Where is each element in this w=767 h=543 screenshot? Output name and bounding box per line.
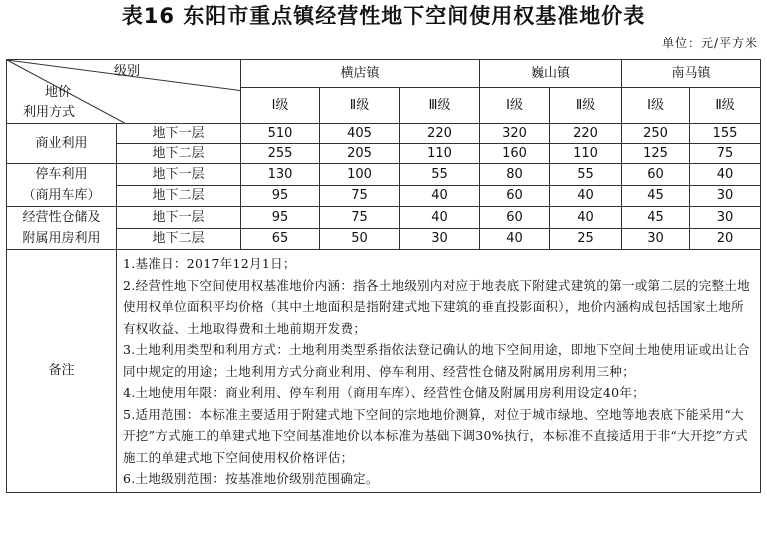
price-cell: 50 [320,228,400,250]
price-cell: 30 [622,228,690,250]
remark-note: 5.适用范围：本标准主要适用于附建式地下空间的宗地地价测算，对位于城市绿地、空地等地表底下能采用“大开挖”方式施工的单建式地下空间基准地价以本标准为基础下调30%执行，本标准不直接适用于非“大开挖”方式施工的单建式地下空间使用权价格评估； [123,406,748,465]
price-cell: 75 [320,185,400,207]
price-cell: 220 [550,124,622,144]
price-cell: 40 [550,185,622,207]
header-use-label: 利用方式 [23,105,76,120]
remark-note: 3.土地利用类型和利用方式：土地利用类型系指依法登记确认的地下空间用途，即地下空间土地使用证或出让合同中规定的用途；土地利用方式分商业利用、停车利用、经营性仓储及附属用房利用三种； [123,342,750,379]
table-row [7,124,761,144]
town-header-nanma: 南马镇 [622,60,761,88]
floor-label: 地下一层 [117,164,241,186]
price-cell: 20 [690,228,761,250]
usage-group-label-line: 经营性仓储及 [22,210,101,225]
land-price-table [6,59,761,493]
table-row [7,144,761,164]
diagonal-header-cell [7,60,241,124]
price-cell: 55 [550,164,622,186]
grade-header: Ⅰ级 [241,88,320,124]
price-cell: 40 [400,207,480,229]
remarks-row [7,250,761,493]
price-cell: 205 [320,144,400,164]
price-cell: 405 [320,124,400,144]
price-cell: 130 [241,164,320,186]
header-grade-label: 级别 [113,64,140,79]
table-row [7,164,761,186]
table-row [7,228,761,250]
grade-header: Ⅰ级 [622,88,690,124]
price-cell: 45 [622,185,690,207]
price-cell: 95 [241,207,320,229]
price-cell: 250 [622,124,690,144]
price-cell: 75 [320,207,400,229]
price-cell: 155 [690,124,761,144]
price-cell: 110 [550,144,622,164]
grade-header: Ⅱ级 [550,88,622,124]
remark-note: 2.经营性地下空间使用权基准地价内涵：指各土地级别内对应于地表底下附建式建筑的第一或第二层的完整土地使用权单位面积平均价格（其中土地面积是指附建式地下建筑的垂直投影面积），地价内涵构成包括国家土地所有权收益、土地取得费和土地前期开发费； [123,277,750,336]
usage-group-label [7,207,117,250]
price-cell: 100 [320,164,400,186]
town-header-weishan: 巍山镇 [480,60,622,88]
remark-note: 1.基准日：2017年12月1日； [123,256,296,271]
table-row [7,207,761,229]
usage-group-label-line: 商业利用 [35,136,88,151]
remarks-label: 备注 [7,250,117,493]
usage-group-label [7,164,117,207]
price-cell: 65 [241,228,320,250]
header-row-towns [7,60,761,88]
price-cell: 45 [622,207,690,229]
price-cell: 25 [550,228,622,250]
price-cell: 55 [400,164,480,186]
price-cell: 60 [480,207,550,229]
price-cell: 510 [241,124,320,144]
usage-group-label-line: （商用车库） [22,188,101,203]
grade-header: Ⅱ级 [320,88,400,124]
header-price-label: 地价 [45,85,72,100]
price-cell: 320 [480,124,550,144]
price-cell: 75 [690,144,761,164]
price-cell: 60 [622,164,690,186]
floor-label: 地下二层 [117,228,241,250]
price-cell: 125 [622,144,690,164]
price-cell: 80 [480,164,550,186]
unit-label: 单位：元/平方米 [661,36,758,50]
floor-label: 地下一层 [117,207,241,229]
grade-header: Ⅱ级 [690,88,761,124]
floor-label: 地下二层 [117,144,241,164]
price-cell: 160 [480,144,550,164]
price-cell: 40 [480,228,550,250]
price-cell: 30 [690,185,761,207]
price-cell: 30 [400,228,480,250]
price-cell: 95 [241,185,320,207]
price-cell: 40 [550,207,622,229]
grade-header: Ⅰ级 [480,88,550,124]
price-cell: 255 [241,144,320,164]
usage-group-label-line: 附属用房利用 [22,231,101,246]
grade-header: Ⅲ级 [400,88,480,124]
price-cell: 40 [400,185,480,207]
usage-group-label [7,124,117,164]
table-row [7,185,761,207]
town-header-hengdian: 横店镇 [241,60,480,88]
price-cell: 60 [480,185,550,207]
price-cell: 30 [690,207,761,229]
table-title: 表16 东阳市重点镇经营性地下空间使用权基准地价表 [121,4,646,28]
floor-label: 地下二层 [117,185,241,207]
floor-label: 地下一层 [117,124,241,144]
remark-note: 4.土地使用年限：商业利用、停车利用（商用车库）、经营性仓储及附属用房利用设定40年； [123,385,645,400]
remarks-notes [117,250,761,493]
price-cell: 110 [400,144,480,164]
usage-group-label-line: 停车利用 [35,167,88,182]
price-cell: 220 [400,124,480,144]
remark-note: 6.土地级别范围：按基准地价级别范围确定。 [123,471,379,486]
price-cell: 40 [690,164,761,186]
